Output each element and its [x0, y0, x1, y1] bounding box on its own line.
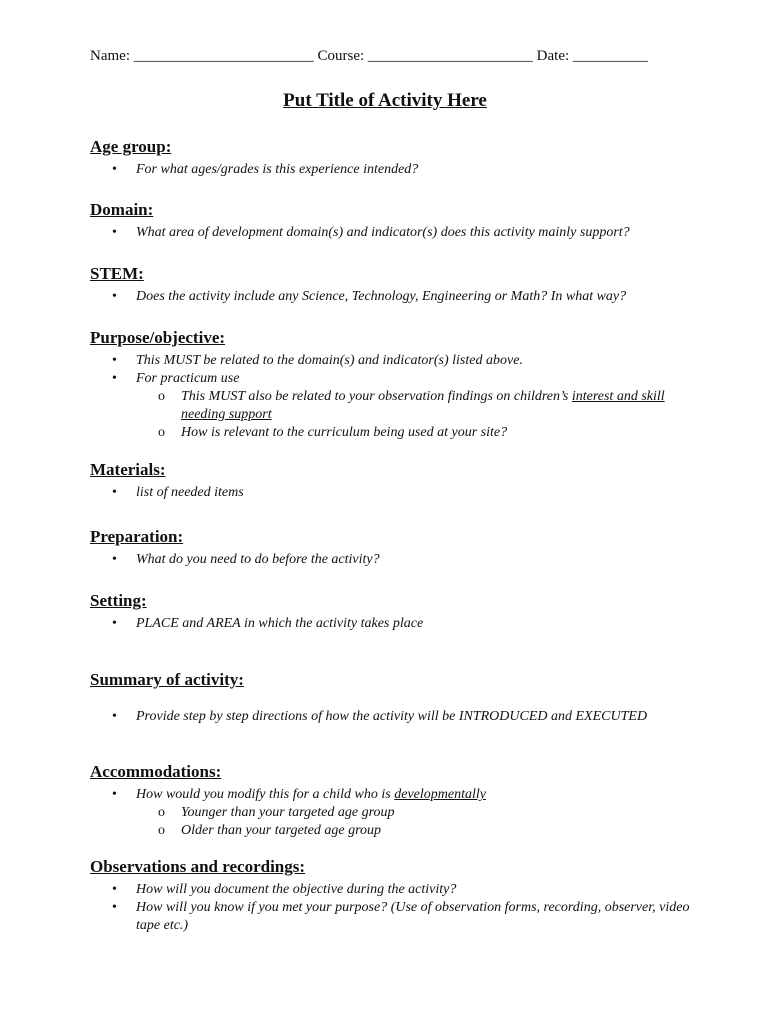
section-domain: [90, 200, 700, 242]
section-heading: Observations and recordings:: [90, 857, 306, 876]
list-item: • What area of development domain(s) and indicator(s) does this activity mainly support?: [90, 224, 700, 242]
section-preparation: [90, 527, 700, 569]
underlined-text: developmentally: [394, 787, 486, 802]
sub-list: [136, 388, 700, 442]
bullet-list: [90, 352, 700, 442]
name-blank: ________________________: [133, 48, 314, 64]
section-summary: [90, 670, 700, 726]
bullet-list: [90, 551, 700, 569]
section-heading: Age group:: [90, 137, 172, 156]
date-blank: __________: [572, 48, 648, 64]
section-heading: Materials:: [90, 460, 166, 479]
bullet-list: [90, 288, 700, 306]
bullet-list: [90, 484, 700, 502]
sub-list-item: o Younger than your targeted age group: [136, 804, 700, 822]
list-item: • Does the activity include any Science, Technology, Engineering or Math? In what way?: [90, 288, 700, 306]
bullet-list: [90, 161, 700, 179]
underlined-text: interest and skill needing support: [181, 389, 665, 422]
section-heading: Summary of activity:: [90, 670, 244, 689]
course-label: Course:: [317, 48, 365, 64]
list-item: • For what ages/grades is this experience intended?: [90, 161, 700, 179]
bullet-list: [90, 708, 700, 726]
list-item-text: For practicum use: [136, 371, 240, 386]
sub-list: [136, 804, 700, 840]
list-item: • list of needed items: [90, 484, 700, 502]
list-item: • PLACE and AREA in which the activity takes place: [90, 615, 700, 633]
sub-item-text: This MUST also be related to your observation findings on children’s: [181, 389, 572, 404]
list-item: • Provide step by step directions of how the activity will be INTRODUCED and EXECUTED: [90, 708, 700, 726]
list-item: • What do you need to do before the activity?: [90, 551, 700, 569]
bullet-list: [90, 786, 700, 840]
section-heading: Purpose/objective:: [90, 328, 226, 347]
document-title: Put Title of Activity Here: [283, 90, 487, 111]
section-heading: STEM:: [90, 264, 144, 283]
section-heading: Preparation:: [90, 527, 184, 546]
bullet-list: [90, 881, 700, 935]
list-item: • How will you know if you met your purpose? (Use of observation forms, recording, observer, video tape etc.): [90, 899, 700, 935]
list-item: • How will you document the objective during the activity?: [90, 881, 700, 899]
sub-list-item: o Older than your targeted age group: [136, 822, 700, 840]
course-blank: ______________________: [367, 48, 533, 64]
section-purpose: [90, 328, 700, 442]
section-stem: [90, 264, 700, 306]
list-item: [90, 786, 700, 840]
section-accommodations: [90, 762, 700, 840]
sub-list-item: o How is relevant to the curriculum being used at your site?: [136, 424, 700, 442]
section-materials: [90, 460, 700, 502]
sub-list-item: [136, 388, 700, 424]
header-fields: [90, 48, 690, 65]
section-heading: Domain:: [90, 200, 154, 219]
section-setting: [90, 591, 700, 633]
date-label: Date:: [536, 48, 570, 64]
bullet-list: [90, 615, 700, 633]
section-age-group: [90, 137, 700, 179]
list-item-text: How would you modify this for a child who is: [136, 787, 395, 802]
bullet-list: [90, 224, 700, 242]
section-heading: Setting:: [90, 591, 147, 610]
name-label: Name:: [90, 48, 130, 64]
section-observations: [90, 857, 700, 935]
list-item: • This MUST be related to the domain(s) and indicator(s) listed above.: [90, 352, 700, 370]
list-item: [90, 370, 700, 442]
section-heading: Accommodations:: [90, 762, 222, 781]
